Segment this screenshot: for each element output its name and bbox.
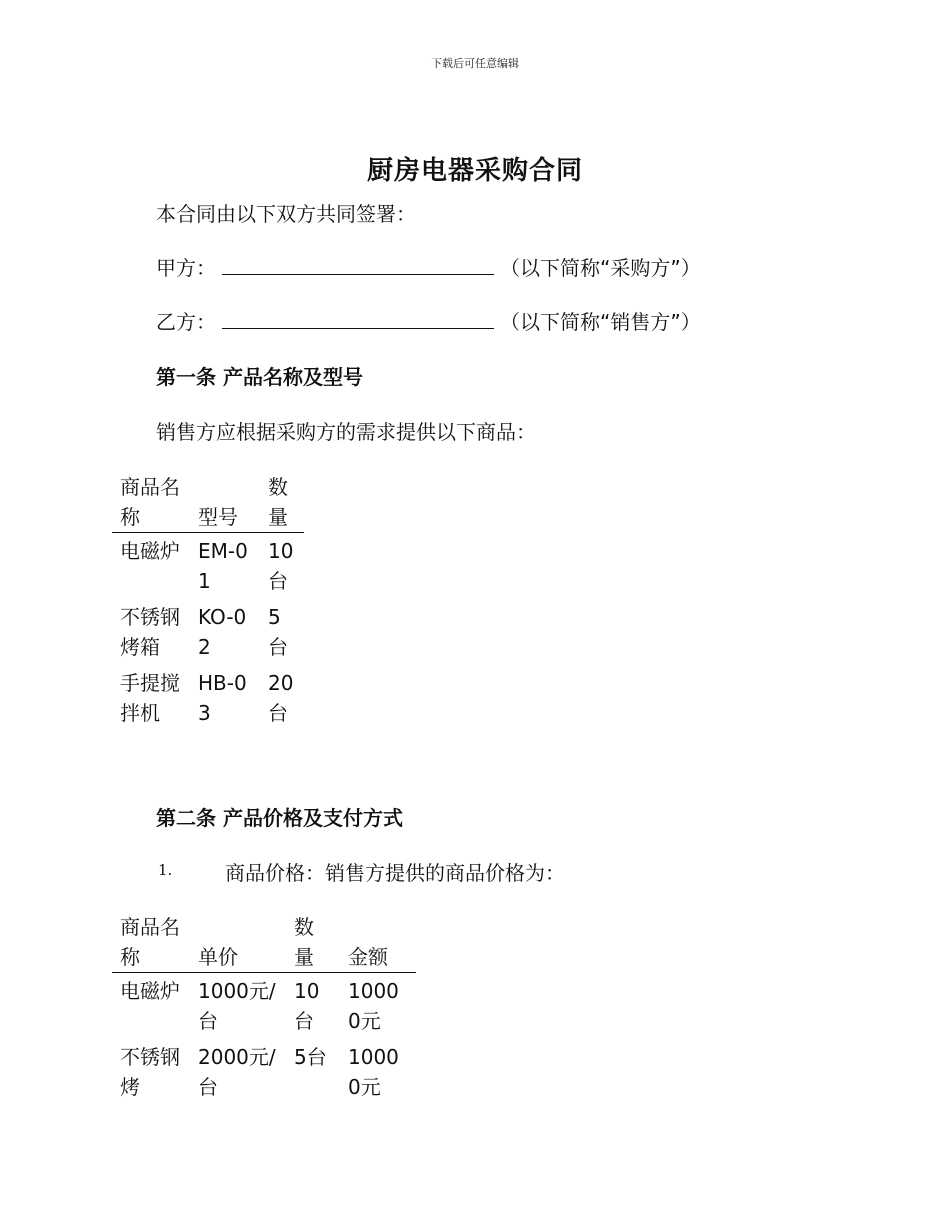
- party-a-suffix: （以下简称“采购方”）: [500, 256, 701, 280]
- table-header-row: [112, 912, 416, 973]
- cell-name: 不锈钢烤箱: [120, 605, 180, 659]
- party-b-blank[interactable]: [222, 308, 494, 329]
- cell-name: 电磁炉: [120, 539, 180, 563]
- cell-amount: 10000元: [348, 1045, 399, 1099]
- cell-name: 电磁炉: [120, 979, 180, 1003]
- col-header-unit-price: 单价: [190, 912, 286, 973]
- cell-model: EM-01: [198, 539, 248, 593]
- article1-heading: 第一条 产品名称及型号: [156, 365, 363, 389]
- cell-name: 手提搅拌机: [120, 671, 180, 725]
- cell-unit-price: 2000元/台: [198, 1045, 276, 1099]
- price-item-text: 商品价格：销售方提供的商品价格为：: [225, 861, 565, 885]
- table-row: [112, 665, 304, 731]
- party-a-line: [156, 252, 701, 281]
- cell-qty: 5台: [268, 605, 288, 659]
- table-header-row: [112, 472, 304, 533]
- cell-model: KO-02: [198, 605, 247, 659]
- party-b-line: [156, 306, 701, 335]
- intro-text: 本合同由以下双方共同签署：: [156, 202, 416, 226]
- article2-heading: 第二条 产品价格及支付方式: [156, 806, 403, 830]
- party-b-label: 乙方：: [156, 310, 216, 334]
- table-row: [112, 599, 304, 665]
- col-header-qty: 数量: [260, 472, 304, 533]
- table-row: [112, 1039, 416, 1105]
- cell-qty: 10台: [294, 979, 320, 1033]
- product-model-table: [112, 472, 304, 731]
- cell-qty: 5台: [294, 1045, 327, 1069]
- cell-qty: 20台: [268, 671, 294, 725]
- col-header-name: 商品名称: [112, 472, 190, 533]
- document-title: 厨房电器采购合同: [366, 156, 583, 186]
- col-header-name: 商品名称: [112, 912, 190, 973]
- list-number: 1.: [158, 861, 173, 879]
- cell-unit-price: 1000元/台: [198, 979, 276, 1033]
- price-table: [112, 912, 416, 1105]
- party-b-suffix: （以下简称“销售方”）: [500, 310, 701, 334]
- party-a-blank[interactable]: [222, 254, 494, 275]
- header-note: 下载后可任意编辑: [431, 57, 519, 70]
- cell-amount: 10000元: [348, 979, 399, 1033]
- table-row: [112, 533, 304, 600]
- cell-qty: 10台: [268, 539, 294, 593]
- col-header-model: 型号: [190, 472, 260, 533]
- col-header-amount: 金额: [340, 912, 416, 973]
- cell-name: 不锈钢烤: [120, 1045, 180, 1099]
- cell-model: HB-03: [198, 671, 247, 725]
- table-row: [112, 973, 416, 1040]
- col-header-qty: 数量: [286, 912, 340, 973]
- party-a-label: 甲方：: [156, 256, 216, 280]
- article1-text: 销售方应根据采购方的需求提供以下商品：: [156, 420, 536, 444]
